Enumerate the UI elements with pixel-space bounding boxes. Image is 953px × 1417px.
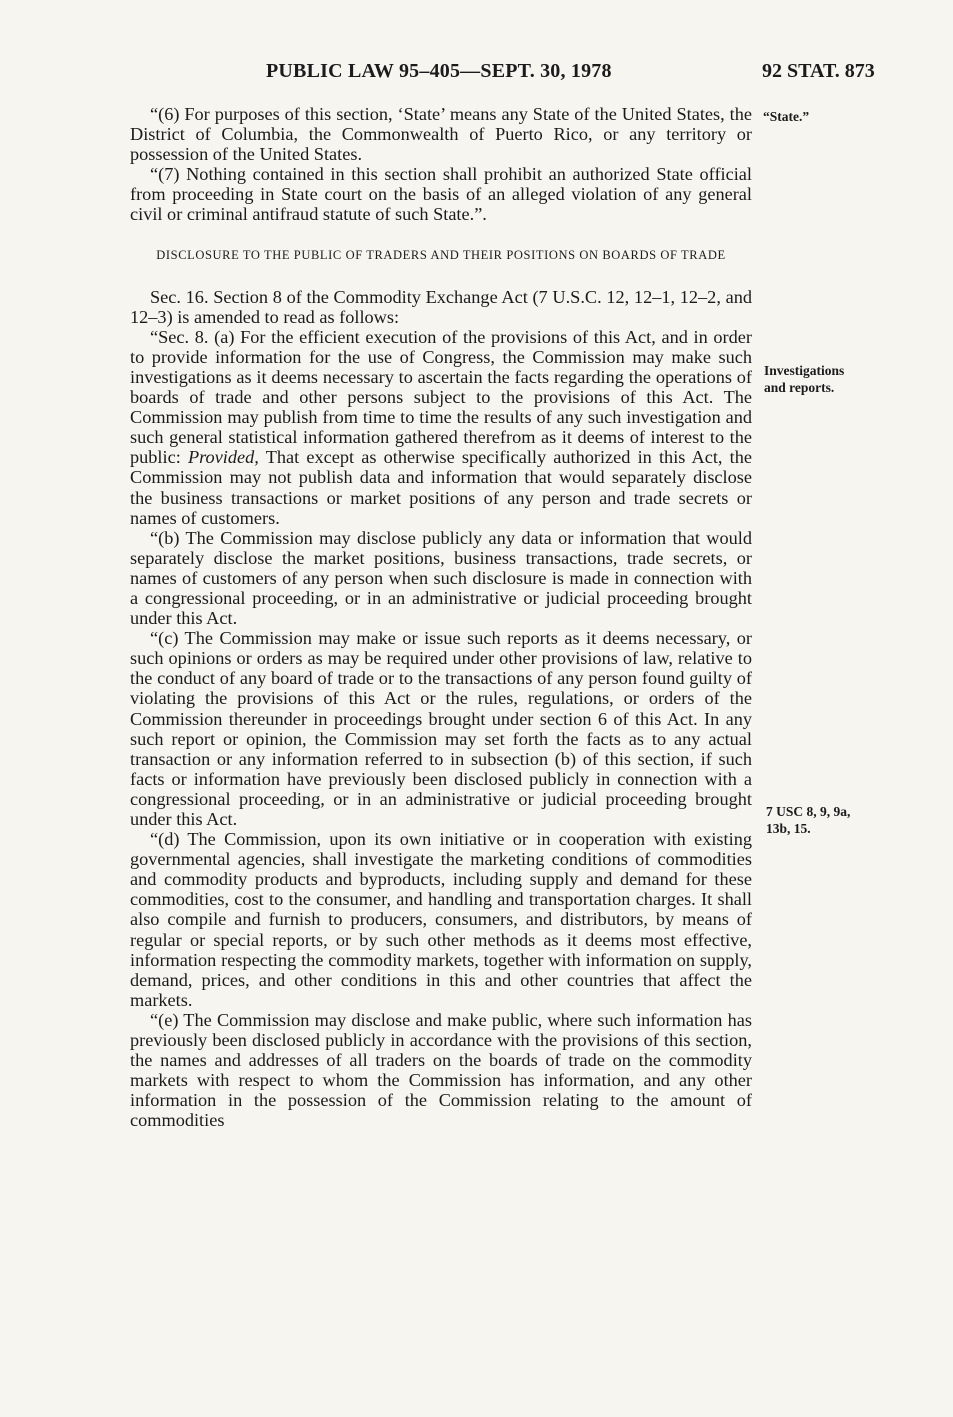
section-16-intro: Sec. 16. Section 8 of the Commodity Exchange Act (7 U.S.C. 12, 12–1, 12–2, and 12–3) is amended to read as follows: xyxy=(130,286,752,327)
section-8-subsection-a xyxy=(130,327,752,528)
margin-note-investigations xyxy=(764,362,844,396)
law-text-body xyxy=(130,104,752,1131)
paragraph-6: “(6) For purposes of this section, ‘State’ means any State of the United States, the District of Columbia, the Commonwealth of Puerto Rico, or any territory or possession of the United States. xyxy=(130,104,752,165)
margin-note-usc-citation xyxy=(766,803,850,837)
margin-note-usc-line1: 7 USC 8, 9, 9a, xyxy=(766,804,851,819)
subsection-a-text-start: “Sec. 8. (a) For the efficient execution of the provisions of this Act, and in order to provide information for the use of Congress, the Commission may make such investigations as it deems necessary to ascertain the facts regarding the operations of boards of trade and other persons subject to the provisions of this Act. The Commission may publish from time to time the results of any such investigation and such general statistical information gathered therefrom as it deems of interest to the public: xyxy=(130,326,752,468)
margin-note-state: “State.” xyxy=(763,109,810,124)
subsection-c: “(c) The Commission may make or issue such reports as it deems necessary, or such opinions or orders as may be required under other provisions of law, relative to the conduct of any board of trade or to the transactions of any person found guilty of violating the provisions of this Act or the rules, regulations, or orders of the Commission thereunder in proceedings brought under section 6 of this Act. In any such report or opinion, the Commission may set forth the facts as to any actual transaction or any information referred to in subsection (b) of this section, if such facts or information have previously been disclosed publicly in connection with a congressional proceeding, or in an administrative or judicial proceeding brought under this Act. xyxy=(130,628,752,829)
subsection-d: “(d) The Commission, upon its own initiative or in cooperation with existing governmental agencies, shall investigate the marketing conditions of commodities and commodity products and byproducts, including supply and demand for these commodities, cost to the consumer, and handling and transportation charges. It shall also compile and furnish to producers, consumers, and distributors, by means of regular or special reports, or by such other methods as it deems most effective, information respecting the commodity markets, together with information on supply, demand, prices, and other conditions in this and other countries that affect the markets. xyxy=(130,829,752,1010)
subsection-e: “(e) The Commission may disclose and make public, where such information has previously been disclosed publicly in accordance with the provisions of this section, the names and addresses of all traders on the boards of trade on the commodity markets with respect to whom the Commission has information, and any other information in the possession of the Commission relating to the amount of commodities xyxy=(130,1009,752,1131)
subsection-a-text-end: That except as otherwise specifically authorized in this Act, the Commission may not publish data and information that would separately disclose the business transactions or market positions of any person and trade secrets or names of customers. xyxy=(130,447,753,528)
margin-note-investigations-line2: and reports. xyxy=(764,380,835,395)
page-header-title: PUBLIC LAW 95–405—SEPT. 30, 1978 xyxy=(266,60,612,82)
margin-note-usc-line2: 13b, 15. xyxy=(766,821,811,836)
page-header-stat-citation: 92 STAT. 873 xyxy=(762,60,875,82)
margin-note-investigations-line1: Investigations xyxy=(764,363,845,378)
provided-proviso: Provided, xyxy=(187,447,259,468)
paragraph-7: “(7) Nothing contained in this section shall prohibit an authorized State official from proceeding in State court on the basis of an alleged violation of any general civil or criminal antifraud statute of such State.”. xyxy=(130,164,752,225)
subsection-b: “(b) The Commission may disclose publicly any data or information that would separately disclose the market positions, business transactions, trade secrets, or names of customers of any person when such disclosure is made in connection with a congressional proceeding, or in an administrative or judicial proceeding brought under this Act. xyxy=(130,527,752,629)
section-heading: DISCLOSURE TO THE PUBLIC OF TRADERS AND THEIR POSITIONS ON BOARDS OF TRADE xyxy=(156,247,726,262)
